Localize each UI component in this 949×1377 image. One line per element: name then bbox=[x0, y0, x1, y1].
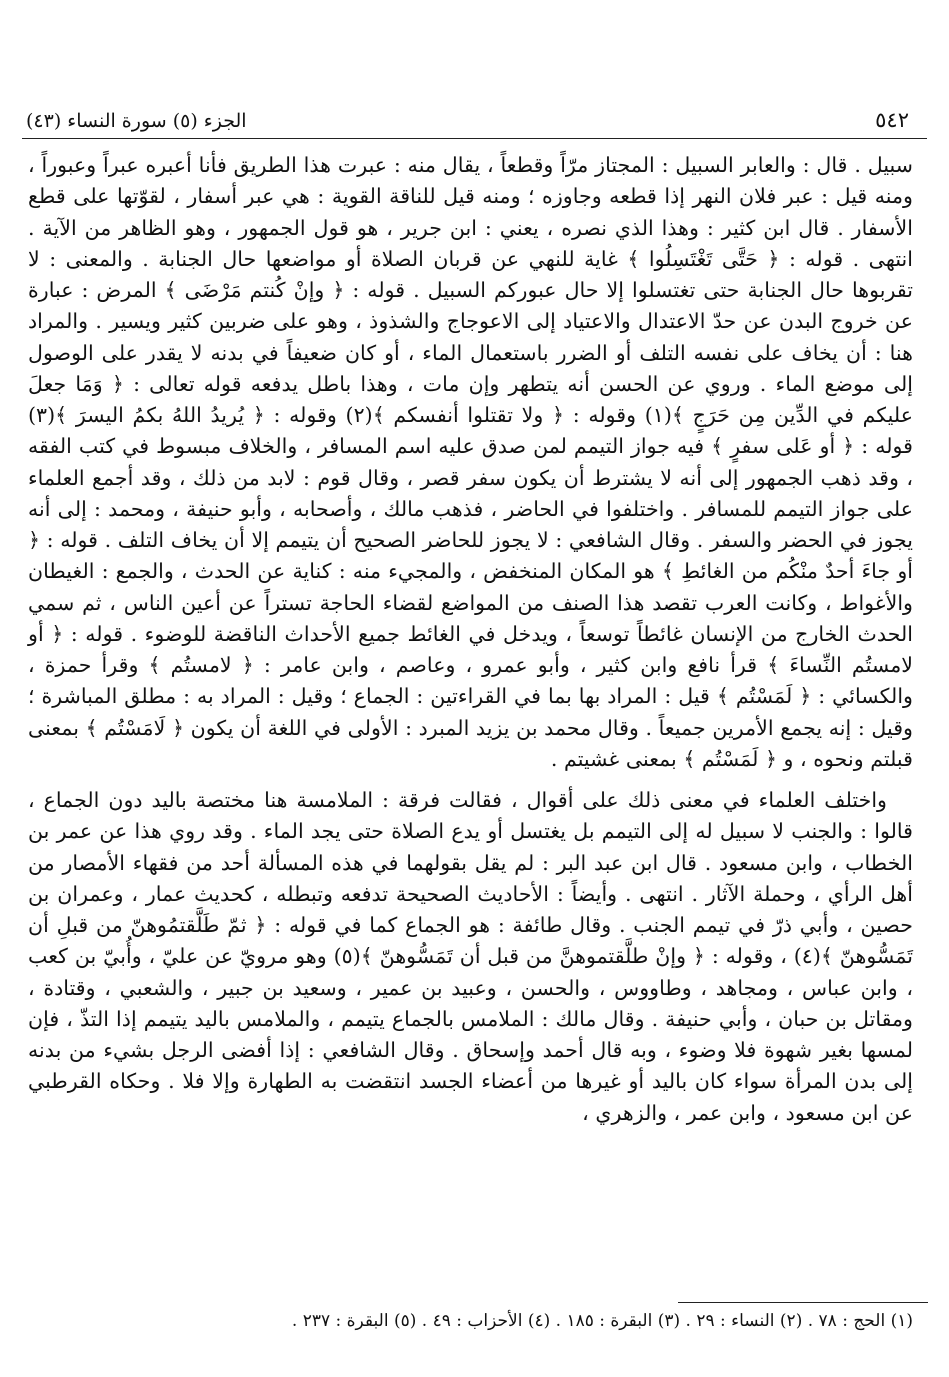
paragraph-2: واختلف العلماء في معنى ذلك على أقوال ، فقالت فرقة : الملامسة هنا مختصة باليد دون الجماع ، قالوا : والجنب لا سبيل له إلى التيمم بل يغتسل أو يدع الصلاة حتى يجد الماء . وقد روي هذا عن عمر بن الخطاب ، وابن مسعود . قال ابن عبد البر : لم يقل بقولهما في هذه المسألة أحد من فقهاء الأمصار من أهل الرأي ، وحملة الآثار . انتهى . وأيضاً : الأحاديث الصحيحة تدفعه وتبطله ، كحديث عمار ، وعمران بن حصين ، وأبي ذرّ في تيمم الجنب . وقال طائفة : هو الجماع كما في قوله : ﴿ ثمّ طَلَّقتمُوهنّ من قبلِ أن تَمَسُّوهنّ ﴾(٤) ، وقوله : ﴿ وإنْ طلَّقتموهنَّ من قبل أن تَمَسُّوهنّ ﴾(٥) وهو مرويّ عن عليّ ، وأُبيّ بن كعب ، وابن عباس ، ومجاهد ، وطاووس ، والحسن ، وعبيد بن عمير ، وسعيد بن جبير ، والشعبي ، وقتادة ، ومقاتل بن حبان ، وأبي حنيفة . وقال مالك : الملامس بالجماع يتيمم ، والملامس باليد يتيمم إذا التذّ ، فإن لمسها بغير شهوة فلا وضوء ، وبه قال أحمد وإسحاق . وقال الشافعي : إذا أفضى الرجل بشيء من بدنه إلى بدن المرأة سواء كان باليد أو غيرها من أعضاء الجسد انتقضت به الطهارة وإلا فلا . وحكاه القرطبي عن ابن مسعود ، وابن عمر ، والزهري ، bbox=[28, 788, 913, 1125]
header-divider bbox=[22, 138, 927, 139]
page-number: ٥٤٢ bbox=[875, 108, 909, 132]
running-title: الجزء (٥) سورة النساء (٤٣) bbox=[26, 110, 247, 132]
footnote-divider bbox=[678, 1302, 928, 1303]
main-text bbox=[28, 150, 913, 1129]
footnotes: (١) الحج : ٧٨ . (٢) النساء : ٢٩ . (٣) البقرة : ١٨٥ . (٤) الأحزاب : ٤٩ . (٥) البقرة : ٢٣٧ . bbox=[291, 1311, 913, 1331]
page-header bbox=[26, 96, 909, 132]
paragraph-1: سبيل . قال : والعابر السبيل : المجتاز مرّاً وقطعاً ، يقال منه : عبرت هذا الطريق فأنا أعبره عبراً وعبوراً ، ومنه قيل : عبر فلان النهر إذا قطعه وجاوزه ؛ ومنه قيل للناقة القوية : هي عبر أسفار ، لقوّتها على قطع الأسفار . قال ابن كثير : وهذا الذي نصره ، يعني : ابن جرير ، هو قول الجمهور ، وهو الظاهر من الآية . انتهى . قوله : ﴿ حَتَّى تَغْتَسِلُوا ﴾ غاية للنهي عن قربان الصلاة أو مواضعها حال الجنابة . والمعنى : لا تقربوها حال الجنابة حتى تغتسلوا إلا حال عبوركم السبيل . قوله : ﴿ وإنْ كُنتم مَرْضَى ﴾ المرض : عبارة عن خروج البدن عن حدّ الاعتدال والاعتياد إلى الاعوجاج والشذوذ ، وهو على ضربين كثير ويسير . والمراد هنا : أن يخاف على نفسه التلف أو الضرر باستعمال الماء ، أو كان ضعيفاً في بدنه لا يقدر على الوصول إلى موضع الماء . وروي عن الحسن أنه يتطهر وإن مات ، وهذا باطل يدفعه قوله تعالى : ﴿ وَمَا جعلَ عليكم في الدِّين مِن حَرَجٍ ﴾(١) وقوله : ﴿ ولا تقتلوا أنفسكم ﴾(٢) وقوله : ﴿ يُريدُ اللهُ بكمُ اليسرَ ﴾(٣) قوله : ﴿ أو عَلى سفرٍ ﴾ فيه جواز التيمم لمن صدق عليه اسم المسافر ، والخلاف مبسوط في كتب الفقه ، وقد ذهب الجمهور إلى أنه لا يشترط أن يكون سفر قصر ، وقال قوم : لابد من ذلك ، وقد أجمع العلماء على جواز التيمم للمسافر . واختلفوا في الحاضر ، فذهب مالك ، وأصحابه ، وأبو حنيفة ، ومحمد : إلى أنه يجوز في الحضر والسفر . وقال الشافعي : لا يجوز للحاضر الصحيح أن يتيمم إلا أن يخاف التلف . قوله : ﴿ أو جاءَ أحدٌ منْكُم من الغائطِ ﴾ هو المكان المنخفض ، والمجيء منه : كناية عن الحدث ، والجمع : الغيطان والأغواط ، وكانت العرب تقصد هذا الصنف من المواضع لقضاء الحاجة تستراً عن أعين الناس ، ثم سمي الحدث الخارج من الإنسان غائطاً توسعاً ، ويدخل في الغائط جميع الأحداث الناقضة للوضوء . قوله : ﴿ أو لامستُم النِّساءَ ﴾ قرأ نافع وابن كثير ، وأبو عمرو ، وعاصم ، وابن عامر : ﴿ لامستُم ﴾ وقرأ حمزة ، والكسائي : ﴿ لَمَسْتُم ﴾ قيل : المراد بها بما في القراءتين : الجماع ؛ وقيل : المراد به : مطلق المباشرة ؛ وقيل : إنه يجمع الأمرين جميعاً . وقال محمد بن يزيد المبرد : الأولى في اللغة أن يكون ﴿ لَامَسْتُم ﴾ بمعنى قبلتم ونحوه ، و ﴿ لَمَسْتُم ﴾ بمعنى غشيتم . bbox=[28, 153, 914, 771]
